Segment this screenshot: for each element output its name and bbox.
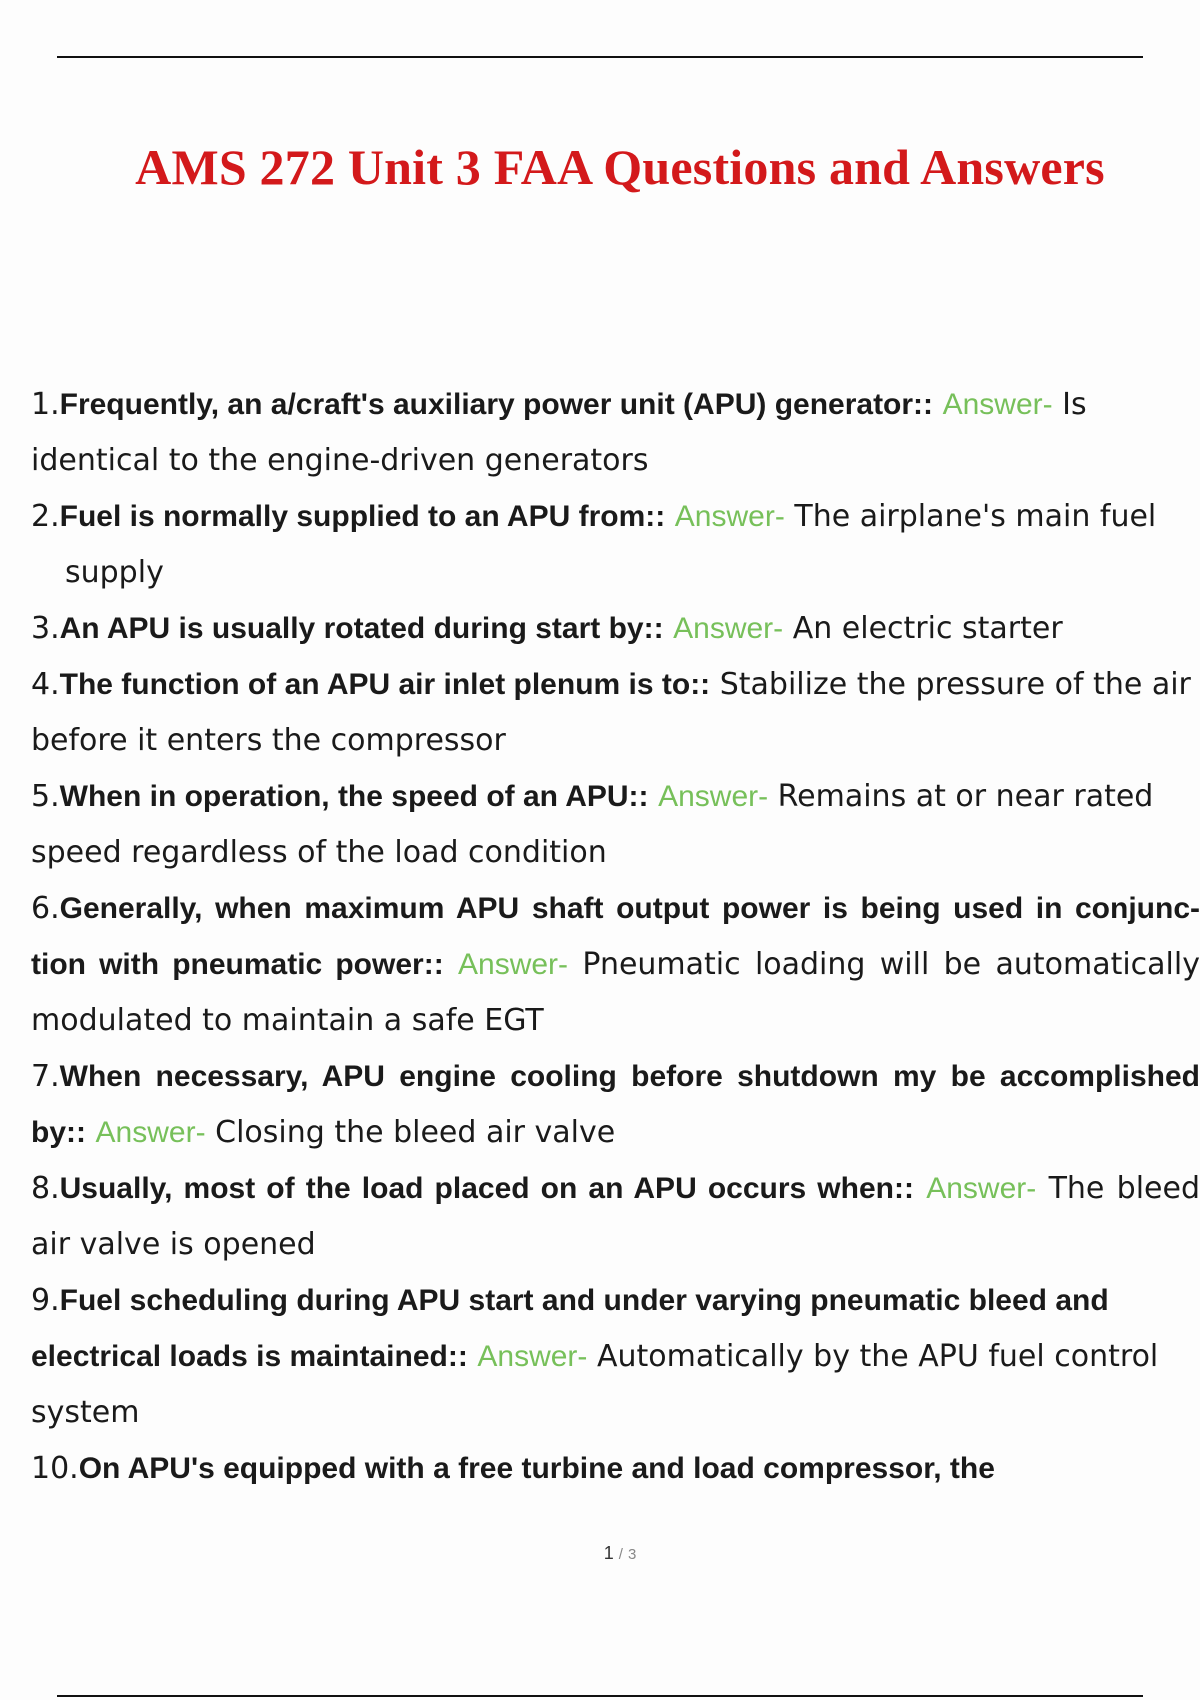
question-text: Usually, most of the load placed on an APU occurs when:: (59, 1172, 914, 1205)
question-text: An APU is usually rotated during start by:: (59, 612, 664, 645)
qa-item-3 (31, 601, 1200, 657)
item-number: 8. (31, 1171, 60, 1206)
page-total: 3 (627, 1546, 637, 1563)
page-separator: / (618, 1546, 623, 1563)
answer-label: Answer- (926, 1172, 1037, 1205)
question-text: When necessary, APU engine cooling before shutdown my be accomplished by:: (31, 1060, 1200, 1149)
qa-item-2 (31, 489, 1200, 601)
answer-label: Answer- (477, 1340, 588, 1373)
answer-text: The bleed air valve is opened (31, 1171, 1200, 1262)
item-number: 4. (31, 667, 60, 702)
item-number: 3. (31, 611, 60, 646)
item-number: 7. (31, 1059, 60, 1094)
qa-item-4 (31, 657, 1200, 769)
answer-label: Answer- (674, 500, 785, 533)
qa-item-9 (31, 1273, 1200, 1441)
page-indicator (0, 1543, 1200, 1564)
answer-label: Answer- (673, 612, 784, 645)
question-text: On APU's equipped with a free turbine and load compressor, the (78, 1452, 995, 1485)
answer-label: Answer- (458, 948, 569, 981)
item-number: 10. (31, 1451, 79, 1486)
qa-item-5 (31, 769, 1200, 881)
qa-list (31, 377, 1200, 1497)
bottom-rule (57, 1695, 1143, 1697)
qa-item-10 (31, 1441, 1200, 1497)
item-number: 1. (31, 387, 60, 422)
answer-text: An electric starter (792, 611, 1063, 646)
question-text: Generally, when maximum APU shaft output power is being used in conjunc- tion with pneumatic power:: (31, 892, 1200, 981)
item-number: 9. (31, 1283, 60, 1318)
item-number: 5. (31, 779, 60, 814)
answer-label: Answer- (658, 780, 769, 813)
top-rule (57, 56, 1143, 58)
answer-text: The airplane's main fuel supply (65, 499, 1157, 590)
question-text: Frequently, an a/craft's auxiliary power unit (APU) generator:: (59, 388, 934, 421)
answer-text: Pneumatic loading will be automatically modulated to maintain a safe EGT (31, 947, 1200, 1038)
page-current: 1 (603, 1543, 614, 1563)
answer-text: Automatically by the APU fuel control system (31, 1339, 1159, 1430)
question-text: Fuel is normally supplied to an APU from:: (59, 500, 666, 533)
qa-item-6 (31, 881, 1200, 1049)
answer-label: Answer- (942, 388, 1053, 421)
question-text: The function of an APU air inlet plenum is to:: (59, 668, 711, 701)
answer-text: Is identical to the engine-driven generators (31, 387, 1087, 478)
answer-label: Answer- (95, 1116, 206, 1149)
document-title: AMS 272 Unit 3 FAA Questions and Answers (135, 139, 1105, 195)
answer-text: Closing the bleed air valve (215, 1115, 616, 1150)
question-text: Fuel scheduling during APU start and under varying pneumatic bleed and electrical loads is maintained:: (31, 1284, 1109, 1373)
item-number: 6. (31, 891, 60, 926)
item-number: 2. (31, 499, 60, 534)
qa-item-8 (31, 1161, 1200, 1273)
answer-text: Stabilize the pressure of the air before it enters the compressor (31, 667, 1191, 758)
answer-text: Remains at or near rated speed regardless of the load condition (31, 779, 1154, 870)
question-text: When in operation, the speed of an APU:: (59, 780, 649, 813)
qa-item-7 (31, 1049, 1200, 1161)
qa-item-1 (31, 377, 1200, 489)
